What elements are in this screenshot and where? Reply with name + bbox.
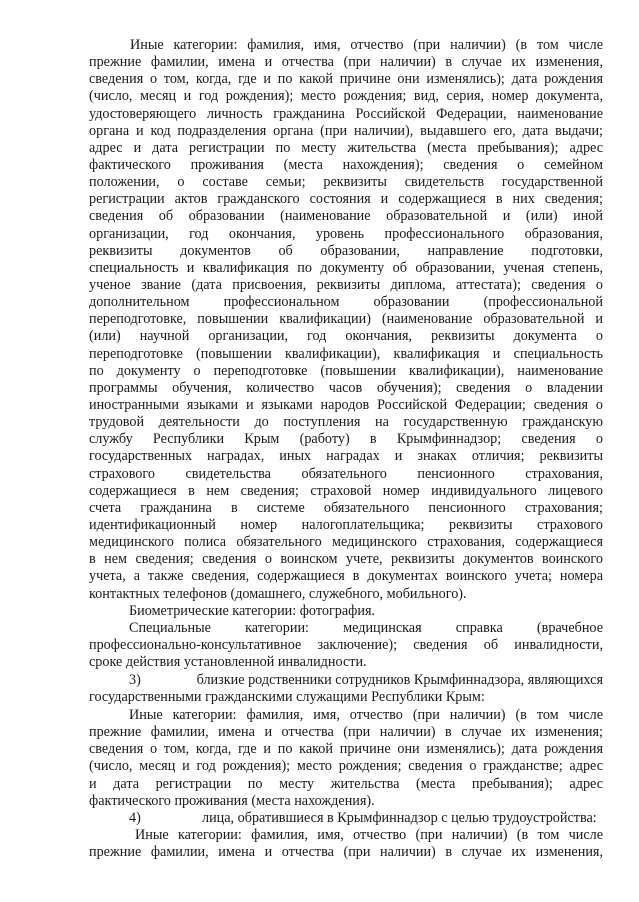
paragraph-biometric [89,603,603,620]
text-line: адрес и дата регистрации по месту жительства (места пребывания); адрес [89,139,603,156]
text-line: иностранными языками и языками народов Российской Федерации; сведения о [89,396,603,413]
text-line: организации, год окончания, уровень профессионального образования, [89,225,603,242]
list-item-3-first-line [89,672,603,689]
paragraph-special-categories [89,620,603,671]
list-item-4-line [89,810,603,827]
text-line: и дата регистрации по месту жительства (места пребывания); адрес [89,775,603,792]
text-line: регистрации актов гражданского состояния и содержащиеся в них сведения; [89,191,603,208]
paragraph-other-categories-relatives [89,707,603,810]
text-line: переподготовке (повышении квалификации), квалификация и специальность [89,345,603,362]
list-item-3 [89,672,603,706]
text-line: прежние фамилии, имена и отчества (при наличии) в случае их изменения, [89,844,603,861]
list-number: 4) [129,810,141,826]
text-line: специальность и квалификация по документу об образовании, ученая степень, [89,259,603,276]
text-line: ученое звание (дата присвоения, реквизиты диплома, аттестата); сведения о [89,276,603,293]
text-line: в нем сведения; сведения о воинском учете, реквизиты документов воинского [89,551,603,568]
text-line: учета, а также сведения, содержащиеся в документах воинского учета; номера [89,568,603,585]
text-line: сведения о том, когда, где и по какой причине они изменялись); дата рождения [89,71,603,88]
text-line: Специальные категории: медицинская справка (врачебное [129,620,603,636]
text-line: программы обучения, количество часов обучения); сведения о владении [89,379,603,396]
text-line: Биометрические категории: фотография. [129,603,376,619]
text-line: положении, о составе семьи; реквизиты свидетельств государственной [89,174,603,191]
paragraph-other-categories-applicants [89,827,603,861]
text-line: фактического проживания (места нахождения). [89,792,375,809]
text-line: Иные категории: фамилия, имя, отчество (при наличии) (в том числе [130,37,603,53]
text-line: счета гражданина в системе обязательного пенсионного страхования; [89,499,603,516]
text-line: службу Республики Крым (работу) в Крымфиннадзор; сведения о [89,431,603,448]
text-line: сведения о том, когда, где и по какой причине они изменялись); дата рождения [89,741,603,758]
text-line: фактического проживания (места нахождения); сведения о семейном [89,156,603,173]
text-line: Иные категории: фамилия, имя, отчество (при наличии) (в том числе [135,827,603,843]
text-line: лица, обратившиеся в Крымфиннадзор с целью трудоустройства: [202,810,597,826]
text-line: идентификационный номер налогоплательщика; реквизиты страхового [89,516,603,533]
text-line: содержащиеся в нем сведения; страховой номер индивидуального лицевого [89,482,603,499]
text-line: прежние фамилии, имена и отчества (при наличии) в случае их изменения, [89,54,603,71]
text-line: трудовой деятельности до поступления на государственную гражданскую [89,414,603,431]
text-line: государственных наградах, иных наградах и знаках отличия; реквизиты [89,448,603,465]
text-line: органа и код подразделения органа (при наличии), выдавшего его, дата выдачи; [89,122,603,139]
text-line: переподготовке, повышении квалификации) (наименование образовательной и [89,311,603,328]
text-line: медицинского полиса обязательного медицинского страхования, содержащиеся [89,534,603,551]
text-line: (число, месяц и год рождения); место рождения; сведения о гражданстве; адрес [89,758,603,775]
text-line: страхового свидетельства обязательного пенсионного страхования, [89,465,603,482]
list-number: 3) [129,672,141,688]
text-line: (число, месяц и год рождения); место рождения; вид, серия, номер документа, [89,88,603,105]
text-line: удостоверяющего личность гражданина Российской Федерации, наименование [89,105,603,122]
paragraph-other-categories-employees [89,37,603,603]
text-line: профессионально-консультативное заключение); сведения об инвалидности, [89,637,603,654]
text-line: государственными гражданскими служащими Республики Крым: [89,689,485,706]
text-line: дополнительном профессиональном образовании (профессиональной [89,294,603,311]
text-line: (или) научной организации, год окончания, реквизиты документа о [89,328,603,345]
text-line: контактных телефонов (домашнего, служебного, мобильного). [89,585,467,602]
list-item-4 [89,810,603,827]
text-line: близкие родственники сотрудников Крымфиннадзора, являющихся [196,672,603,688]
text-line: сведения об образовании (наименование образовательной и (или) иной [89,208,603,225]
text-line: по документу о переподготовке (повышении квалификации), наименование [89,362,603,379]
text-line: реквизиты документов об образовании, направление подготовки, [89,242,603,259]
text-line: прежние фамилии, имена и отчества (при наличии) в случае их изменения; [89,724,603,741]
text-line: Иные категории: фамилия, имя, отчество (при наличии) (в том числе [129,707,603,723]
text-line: сроке действия установленной инвалидности. [89,654,367,671]
